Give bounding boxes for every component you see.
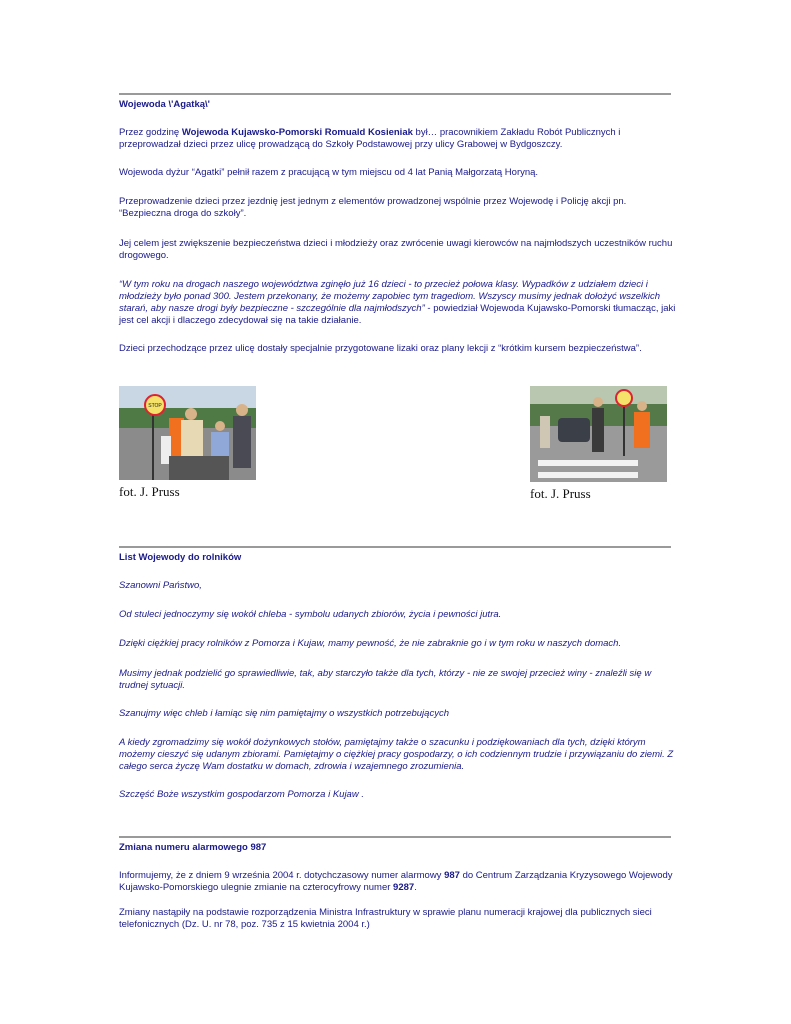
paragraph: Przeprowadzenie dzieci przez jezdnię jest jednym z elementów prowadzonej wspólnie przez Wojewodę i Policję akcji pn. “Bezpieczna droga do szkoły”.: [119, 196, 627, 219]
paragraph: Dzieci przechodzące przez ulicę dostały specjalnie przygotowane lizaki oraz plany lekcji z “krótkim kursem bezpieczeństwa”.: [119, 343, 642, 354]
paragraph: Wojewoda dyżur “Agatki” pełnił razem z pracującą w tym miejscu od 4 lat Panią Małgorzatą Horyną.: [119, 167, 539, 178]
paragraph: Informujemy, że z dniem 9 września 2004 r. dotychczasowy numer alarmowy 987 do Centrum Zarządzania Kryzysowego Wojewody Kujawsko-Pomorskiego ulegnie zmianie na czterocyfrowy numer 9287.: [119, 870, 673, 893]
paragraph: Przez godzinę Wojewoda Kujawsko-Pomorski Romuald Kosieniak był… pracownikiem Zakładu Robót Publicznych i przeprowadzał dzieci przez ulicę prowadzącą do Szkoły Podstawowej przy ulicy Grabowej w Bydgoszczy.: [119, 127, 621, 150]
letter-paragraph: Szczęść Boże wszystkim gospodarzom Pomorza i Kujaw .: [119, 789, 364, 800]
paragraph: Jej celem jest zwiększenie bezpieczeństwa dzieci i młodzieży oraz zwrócenie uwagi kierowców na najmłodszych uczestników ruchu drogowego.: [119, 238, 673, 261]
letter-paragraph: Od stuleci jednoczymy się wokół chleba - symbolu udanych zbiorów, życia i pewności jutra.: [119, 609, 502, 620]
photo-right: [530, 386, 667, 482]
letter-paragraph: A kiedy zgromadzimy się wokół dożynkowych stołów, pamiętajmy także o szacunku i podziękowaniach dla tych, dzięki którym możemy cieszyć się udanym zbiorami. Pamiętajmy o ciężkiej pracy gospodarzy, o ich codziennym trudzie i przywiązaniu do ziemi. Z całego serca życzę Wam dostatku w domach, zdrowia i wzajemnego zrozumienia.: [119, 737, 674, 772]
photo-caption-right: fot. J. Pruss: [530, 486, 591, 501]
section-divider: [119, 836, 671, 838]
letter-paragraph: Musimy jednak podzielić go sprawiedliwie, tak, aby starczyło także dla tych, którzy - nie ze swojej przecież winy - znaleźli się w trudnej sytuacji.: [119, 668, 652, 691]
letter-paragraph: Szanujmy więc chleb i łamiąc się nim pamiętajmy o wszystkich potrzebujących: [119, 708, 449, 719]
paragraph: Zmiany nastąpiły na podstawie rozporządzenia Ministra Infrastruktury w sprawie planu numeracji krajowej dla publicznych sieci telefonicznych (Dz. U. nr 78, poz. 735 z 15 kwietnia 2004 r.): [119, 907, 652, 930]
quote-paragraph: “W tym roku na drogach naszego województwa zginęło już 16 dzieci - to przecież połowa klasy. Wypadków z udziałem dzieci i młodzieży było ponad 300. Jestem przekonany, że możemy zapobiec tym tragediom. Wszyscy musimy jednak dołożyć wszelkich starań, aby nasze drogi były bezpieczne - szczególnie dla najmłodszych” - powiedział Wojewoda Kujawsko-Pomorski tłumacząc, jaki jest cel akcji i dlaczego zdecydował się na takie działanie.: [119, 279, 676, 326]
section-divider: [119, 93, 671, 95]
section-heading-list-wojewody: List Wojewody do rolników: [119, 552, 242, 563]
photo-caption-left: fot. J. Pruss: [119, 484, 180, 499]
section-divider: [119, 546, 671, 548]
letter-paragraph: Dzięki ciężkiej pracy rolników z Pomorza i Kujaw, mamy pewność, że nie zabraknie go i w tym roku w naszych domach.: [119, 638, 622, 649]
photo-left: [119, 386, 256, 480]
sign-label: STOP: [148, 403, 162, 409]
section-heading-numer-alarmowy: Zmiana numeru alarmowego 987: [119, 842, 267, 853]
section-heading-wojewoda-agatka: Wojewoda \'Agatką\': [119, 99, 210, 110]
letter-paragraph: Szanowni Państwo,: [119, 580, 202, 591]
